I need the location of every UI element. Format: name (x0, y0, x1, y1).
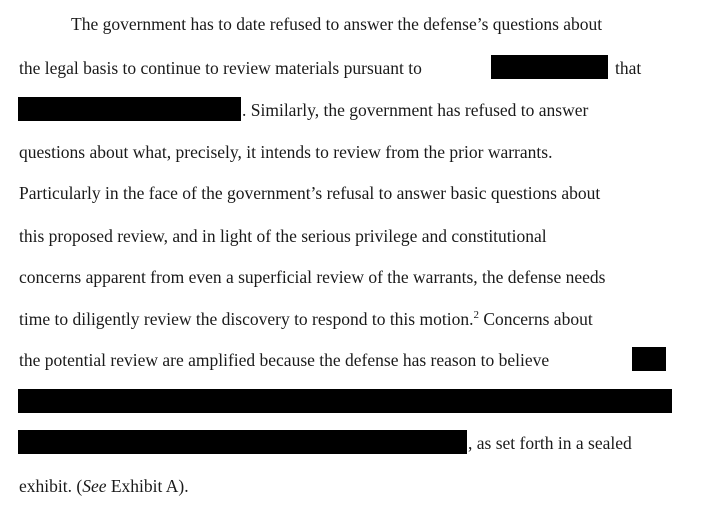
redaction-box (632, 347, 666, 371)
paragraph-line-9: the potential review are amplified because the defense has reason to believe (19, 350, 550, 370)
footnote-marker: 2 (473, 309, 479, 322)
see-citation-signal: See (82, 476, 107, 496)
paragraph-line-2a: the legal basis to continue to review materials pursuant to (19, 58, 422, 78)
redaction-box (491, 55, 608, 79)
paragraph-line-8 (19, 308, 593, 330)
paragraph-line-7: concerns apparent from even a superficial review of the warrants, the defense needs (19, 267, 606, 287)
paragraph-line-3: . Similarly, the government has refused to answer (242, 100, 589, 120)
line-8-text-cont: Concerns about (478, 309, 593, 329)
paragraph-line-1: The government has to date refused to answer the defense’s questions about (71, 14, 603, 34)
line-8-text: time to diligently review the discovery to respond to this motion. (19, 309, 474, 329)
redaction-box (18, 389, 672, 413)
paragraph-line-2b: that (615, 58, 642, 78)
redaction-box (18, 430, 467, 454)
paragraph-line-12 (19, 475, 189, 497)
paragraph-line-6: this proposed review, and in light of the serious privilege and constitutional (19, 226, 547, 246)
line-12-text: exhibit. ( (19, 476, 83, 496)
paragraph-line-11: , as set forth in a sealed (468, 433, 632, 453)
line-12-text-cont: Exhibit A). (106, 476, 189, 496)
paragraph-line-5: Particularly in the face of the government’s refusal to answer basic questions about (19, 183, 601, 203)
paragraph-line-4: questions about what, precisely, it intends to review from the prior warrants. (19, 142, 553, 162)
redaction-box (18, 97, 241, 121)
